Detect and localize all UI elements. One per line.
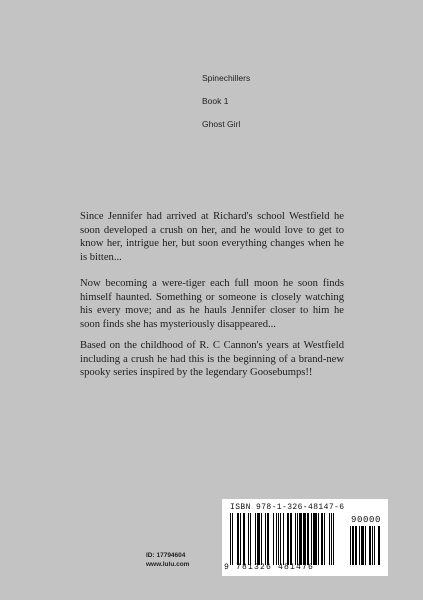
series-name: Spinechillers (202, 73, 251, 83)
isbn-barcode (230, 513, 342, 565)
price-barcode (350, 526, 382, 565)
barcode-bar (378, 526, 379, 565)
blurb-paragraph-1: Since Jennifer had arrived at Richard's school Westfield he soon developed a crush on her, and he would love to get to know her, intrigue her, but soon everything changes when he is bitten... (80, 211, 344, 263)
price-code: 90000 (351, 515, 382, 525)
barcode-panel (222, 499, 388, 576)
isbn-label: ISBN 978-1-326-48147-6 (230, 503, 345, 512)
lulu-url: www.lulu.com (146, 561, 190, 568)
book-number: Book 1 (202, 96, 229, 106)
book-title: Ghost Girl (202, 119, 241, 129)
blurb-paragraph-2: Now becoming a were-tiger each full moon he soon finds himself haunted. Something or someone is closely watching his every move; and as he hauls Jennifer closer to him he soon finds she has mysteriously disappeared... (80, 278, 344, 330)
blurb-paragraph-3: Based on the childhood of R. C Cannon's years at Westfield including a crush he had this is the beginning of a brand-new spooky series inspired by the legendary Goosebumps!! (80, 340, 344, 379)
lulu-id: ID: 17794604 (146, 552, 186, 559)
barcode-bar (333, 513, 334, 565)
isbn-digits: 9 781326 481476 (224, 563, 315, 572)
